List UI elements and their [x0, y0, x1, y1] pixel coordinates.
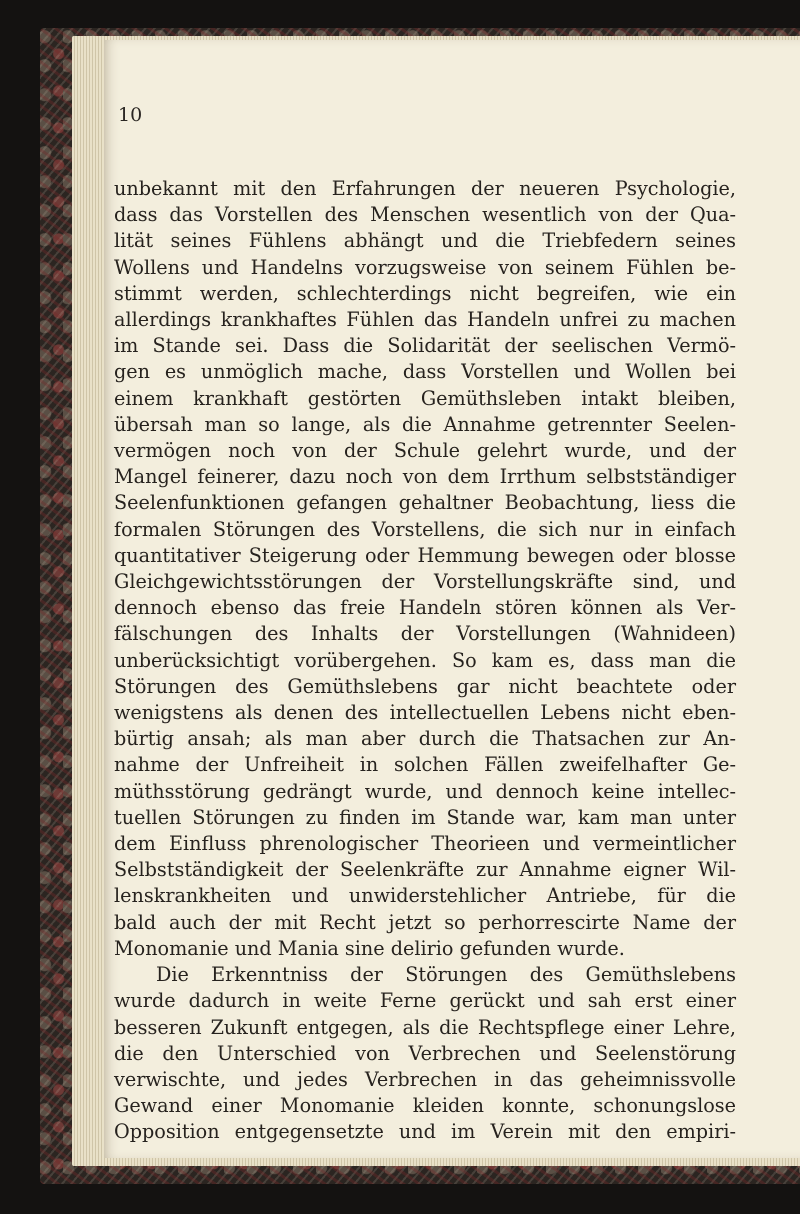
text-line: bürtig ansah; als man aber durch die Thatsachen zur An- [114, 727, 736, 751]
text-line: unberücksichtigt vorübergehen. So kam es, dass man die [114, 648, 736, 672]
text-line: dem Einfluss phrenologischer Theorieen und vermeintlicher [114, 832, 736, 856]
text-line: allerdings krankhaftes Fühlen das Handeln unfrei zu machen [114, 308, 736, 332]
text-line: bald auch der mit Recht jetzt so perhorrescirte Name der [114, 910, 736, 934]
text-line: Seelenfunktionen gefangen gehaltner Beobachtung, liess die [114, 491, 736, 515]
text-line: Gleichgewichtsstörungen der Vorstellungskräfte sind, und [114, 570, 736, 594]
text-line: quantitativer Steigerung oder Hemmung bewegen oder blosse [114, 543, 736, 567]
body-text [114, 176, 736, 1146]
text-line: Opposition entgegensetzte und im Verein mit den empiri- [114, 1120, 736, 1144]
text-line: stimmt werden, schlechterdings nicht begreifen, wie ein [114, 281, 736, 305]
text-line: müthsstörung gedrängt wurde, und dennoch keine intellec- [114, 779, 736, 803]
text-line: Mangel feinerer, dazu noch von dem Irrthum selbstständiger [114, 465, 736, 489]
text-line: lität seines Fühlens abhängt und die Triebfedern seines [114, 229, 736, 253]
text-line: im Stande sei. Dass die Solidarität der seelischen Vermö- [114, 334, 736, 358]
text-line: die den Unterschied von Verbrechen und Seelenstörung [114, 1041, 736, 1065]
text-line: unbekannt mit den Erfahrungen der neueren Psychologie, [114, 177, 736, 200]
text-line: wenigstens als denen des intellectuellen Lebens nicht eben- [114, 701, 736, 725]
text-line: Gewand einer Monomanie kleiden konnte, schonungslose [114, 1094, 736, 1118]
text-line: dennoch ebenso das freie Handeln stören können als Ver- [114, 596, 736, 620]
text-line: Selbstständigkeit der Seelenkräfte zur Annahme eigner Wil- [114, 858, 736, 882]
text-line: formalen Störungen des Vorstellens, die sich nur in einfach [114, 517, 736, 541]
text-line: wurde dadurch in weite Ferne gerückt und sah erst einer [114, 989, 736, 1013]
text-line: dass das Vorstellen des Menschen wesentlich von der Qua- [114, 203, 736, 227]
text-line: verwischte, und jedes Verbrechen in das geheimnissvolle [114, 1067, 736, 1091]
text-line: nahme der Unfreiheit in solchen Fällen zweifelhafter Ge- [114, 753, 736, 777]
text-line: einem krankhaft gestörten Gemüthsleben intakt bleiben, [114, 386, 736, 410]
text-line: lenskrankheiten und unwiderstehlicher Antriebe, für die [114, 884, 736, 908]
text-line: Wollens und Handelns vorzugsweise von seinem Fühlen be- [114, 255, 736, 279]
text-line: besseren Zukunft entgegen, als die Rechtspflege einer Lehre, [114, 1015, 736, 1039]
text-line: tuellen Störungen zu finden im Stande war, kam man unter [114, 805, 736, 829]
text-line: Störungen des Gemüthslebens gar nicht beachtete oder [114, 674, 736, 698]
text-line: Monomanie und Mania sine delirio gefunden wurde. [114, 936, 625, 960]
text-line: fälschungen des Inhalts der Vorstellungen (Wahnideen) [114, 622, 736, 646]
text-line: gen es unmöglich mache, dass Vorstellen und Wollen bei [114, 360, 736, 384]
text-line: übersah man so lange, als die Annahme getrennter Seelen- [114, 412, 736, 436]
text-line: Die Erkenntniss der Störungen des Gemüthslebens [156, 963, 736, 987]
page-number: 10 [118, 104, 143, 126]
text-line: vermögen noch von der Schule gelehrt wurde, und der [114, 439, 736, 463]
